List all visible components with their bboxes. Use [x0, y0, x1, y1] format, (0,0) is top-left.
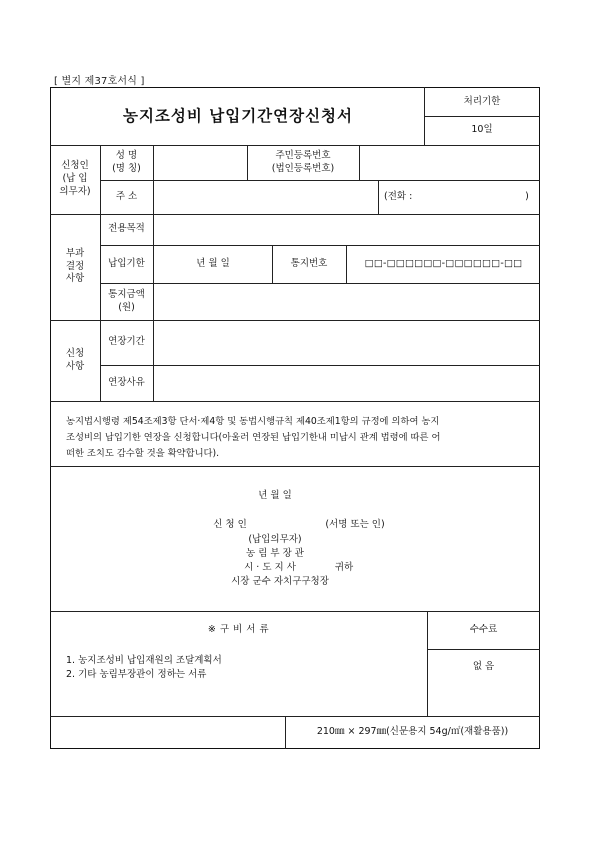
amount-field[interactable] [154, 284, 539, 319]
extension-period-field[interactable] [154, 321, 539, 364]
document-item: 1. 농지조성비 납입재원의 조달계획서 [66, 654, 222, 666]
statement-line: 농지법시행령 제54조제3항 단서·제4항 및 동법시행규칙 제40조제1항의 규정에 의하여 농지 [66, 416, 440, 427]
processing-value: 10일 [471, 124, 493, 136]
form-number: [ 별지 제37호서식 ] [54, 76, 145, 87]
statement-line: 떠한 조치도 감수할 것을 확약합니다). [66, 448, 220, 459]
honorific: 귀하 [334, 561, 354, 573]
registration-number-field[interactable] [360, 146, 539, 179]
required-documents-heading: ※ 구 비 서 류 [207, 623, 270, 635]
deadline-label: 납입기한 [108, 257, 145, 269]
address-field[interactable] [154, 181, 378, 213]
notice-number-field[interactable]: □□-□□□□□□-□□□□□□-□□ [364, 257, 523, 269]
obligor-note: (납입의무자) [248, 533, 302, 545]
fee-value: 없 음 [472, 660, 495, 672]
name-label: 성 명 (명 칭) [112, 150, 141, 174]
divider [50, 401, 540, 402]
form-title: 농지조성비 납입기간연장신청서 [122, 106, 354, 125]
paper-spec: 210㎜ × 297㎜(신문용지 54g/㎡(재활용품)) [316, 726, 509, 738]
phone-close: ) [525, 191, 529, 203]
application-date[interactable]: 년 월 일 [258, 489, 292, 501]
registration-number-label: 주민등록번호 (법인등록번호) [271, 150, 335, 174]
phone-field[interactable] [440, 183, 524, 211]
divider [378, 180, 379, 214]
request-section-label: 신청 사항 [65, 347, 85, 372]
fee-label: 수수료 [469, 623, 498, 635]
extension-reason-field[interactable] [154, 366, 539, 400]
recipient-mayor: 시장 군수 자치구구청장 [231, 575, 329, 587]
signature-note[interactable]: (서명 또는 인) [325, 518, 385, 530]
notice-number-label: 통지번호 [290, 257, 328, 269]
extension-period-label: 연장기간 [108, 336, 145, 348]
deadline-date-field[interactable]: 년 월 일 [196, 257, 230, 269]
document-item: 2. 기타 농림부장관이 정하는 서류 [66, 668, 207, 680]
applicant-signature-label: 신 청 인 [213, 518, 247, 530]
processing-label: 처리기한 [463, 95, 501, 107]
divider [50, 466, 540, 467]
address-label: 주 소 [115, 191, 138, 203]
name-field[interactable] [154, 146, 246, 179]
phone-label: (전화 : [384, 191, 413, 203]
condition-section-label: 부과 결정 사항 [65, 247, 85, 285]
statement-line: 조성비의 납입기한 연장을 신청합니다(아울러 연장된 납입기한내 미납시 관계 법령에 따른 어 [66, 432, 441, 443]
purpose-label: 전용목적 [108, 223, 145, 235]
recipient-governor: 시 · 도 지 사 [244, 561, 296, 573]
purpose-field[interactable] [154, 215, 539, 244]
statement-paragraph [66, 414, 536, 462]
applicant-section-label: 신청인 (납 입 의무자) [59, 160, 91, 197]
extension-reason-label: 연장사유 [108, 376, 145, 388]
amount-label: 통지금액 (원) [108, 288, 145, 313]
recipient-minister: 농 림 부 장 관 [246, 547, 304, 559]
